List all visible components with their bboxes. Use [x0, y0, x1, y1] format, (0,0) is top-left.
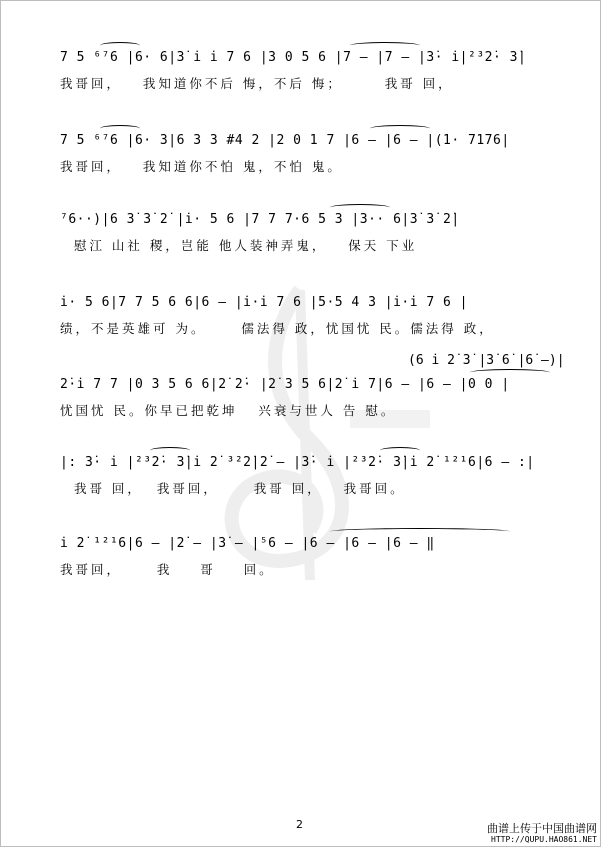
lyrics-line: 我哥回， 我知道你不怕 鬼，不怕 鬼。: [60, 159, 343, 174]
lyrics-line: 我哥回， 我 哥 回。: [60, 562, 275, 577]
slur: [350, 42, 420, 49]
slur: [100, 125, 140, 132]
notation-line: |: 3̇· i̇ |²³2̇· 3̇|i̇ 2̇ ³²2̇|2̇ – |3̇· i̇ |²³2̇· 3̇|i̇ 2̇ ¹²¹6|6 – :|: [60, 455, 535, 470]
lyrics-line: 忧国忧 民。你早已把乾坤 兴衰与世人 告 慰。: [60, 403, 397, 418]
notation-line: i̇· 5 6|7 7 5 6 6|6 – |i̇·i̇ 7 6 |5·5 4 3 |i̇·i̇ 7 6 |: [60, 295, 469, 310]
footer-line-2: HTTP://QUPU.HAO861.NET: [491, 835, 597, 844]
lyrics-line: 我哥回， 我知道你不后 悔，不后 悔； 我哥 回，: [60, 76, 454, 91]
footer-line-1: 曲谱上传于中国曲谱网: [487, 822, 597, 835]
notation-line: 7 5 ⁶⁷6 |6· 3|6 3 3 #4 2 |2 0 1 7 |6 – |6 – |(1· 7176|: [60, 133, 510, 148]
page-number: 2: [296, 818, 303, 831]
notation-line: 2̇·i̇ 7 7 |0 3 5 6 6|2̇ 2̇· |2̇ 3 5 6|2̇ i̇ 7|6 – |6 – |0 0 |: [60, 377, 510, 392]
notation-line: 7 5 ⁶⁷6 |6· 6|3̇ i̇ i̇ 7 6 |3 0 5 6 |7 – |7 – |3̇· i̇|²³2̇· 3̇|: [60, 50, 527, 65]
bracket-notation: (6 i̇ 2̇ 3̇ |3̇ 6̇ |6̇ –)|: [408, 353, 565, 368]
slur: [470, 369, 550, 376]
slur: [370, 125, 430, 132]
lyrics-line: 慰江 山社 稷，岂能 他人装神弄鬼， 保天 下业: [60, 238, 418, 253]
lyrics-line: 我哥 回， 我哥回， 我哥 回， 我哥回。: [60, 481, 406, 496]
footer-watermark: [487, 823, 597, 845]
lyrics-line: 绩，不是英雄可 为。 儒法得 政，忧国忧 民。儒法得 政，: [60, 321, 495, 336]
notation-line: i̇ 2̇ ¹²¹6|6 – |2̇ – |3̇ – |⁵6 – |6 – |6 – |6 – ‖: [60, 536, 435, 551]
slur: [330, 528, 510, 535]
slur: [330, 204, 390, 211]
slur: [100, 42, 140, 49]
slur: [380, 447, 420, 454]
notation-line: ⁷6··)|6 3̇ 3̇ 2̇ |i̇· 5 6 |7 7 7·6 5 3 |3·· 6|3̇ 3̇ 2̇|: [60, 212, 460, 227]
slur: [150, 447, 190, 454]
